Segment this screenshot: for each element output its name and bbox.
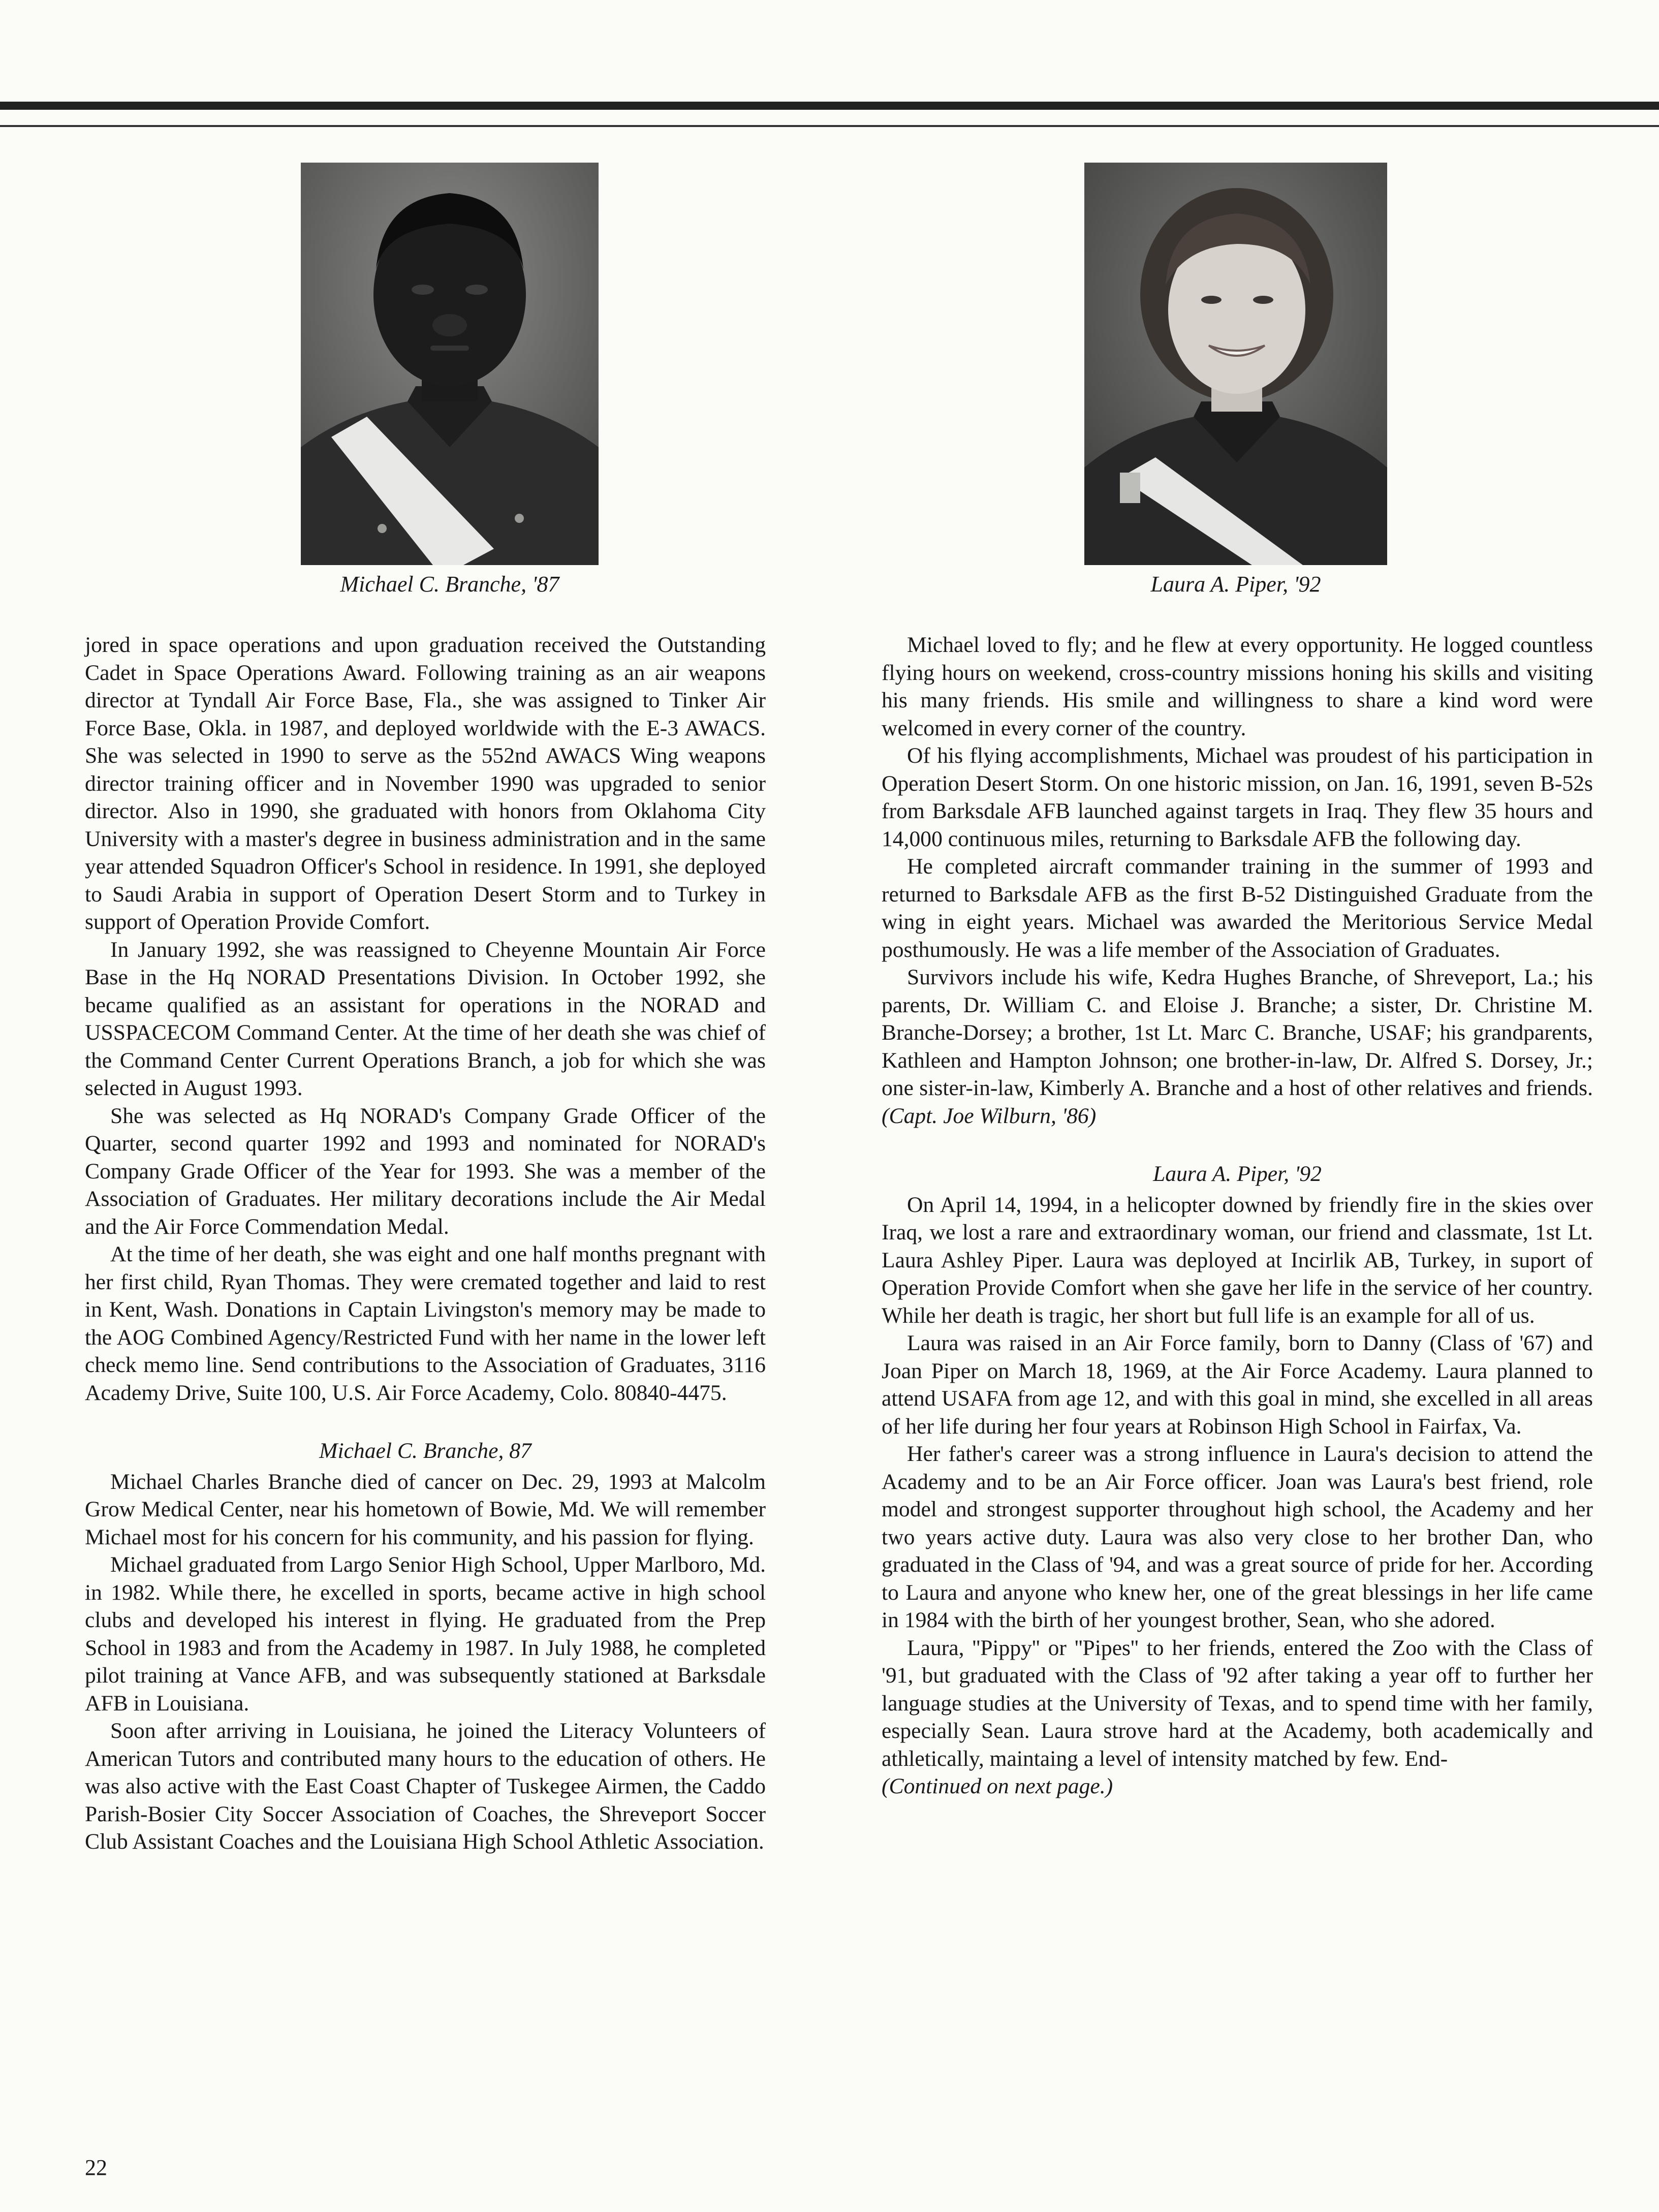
body-paragraph: Michael Charles Branche died of cancer on Dec. 29, 1993 at Malcolm Grow Medical Center, near his hometown of Bowie, Md. We will remember Michael most for his concern for his community, and his passion for flying. <box>85 1469 766 1549</box>
page-number: 22 <box>85 2155 107 2180</box>
header-rule-thick <box>0 102 1659 110</box>
body-paragraph: Her father's career was a strong influence in Laura's decision to attend the Academy and to be an Air Force officer. Joan was Laura's best friend, role model and strongest supporter throughout high school, the Academy and her two years active duty. Laura was also very close to her brother Dan, who graduated in the Class of '94, and was a great source of pride for her. According to Laura and anyone who knew her, one of the great blessings in her life came in 1984 with the birth of her youngest brother, Sean, who she adored. <box>882 1442 1593 1632</box>
body-paragraph: He completed aircraft commander training in the summer of 1993 and returned to Barksdale AFB as the first B-52 Distinguished Graduate from the wing in eight years. Michael was awarded the Meritorious Service Medal posthumously. He was a life member of the Association of Graduates. <box>882 854 1593 962</box>
survivors-paragraph <box>882 963 1593 1130</box>
body-paragraph: Of his flying accomplishments, Michael was proudest of his participation in Operation Desert Storm. On one historic mission, on Jan. 16, 1991, seven B-52s from Barksdale AFB launched against targets in Iraq. They flew 35 hours and 14,000 continuous miles, returning to Barksdale AFB the following day. <box>882 743 1593 851</box>
body-paragraph: On April 14, 1994, in a helicopter downed by friendly fire in the skies over Iraq, we lost a rare and extraordinary woman, our friend and classmate, 1st Lt. Laura Ashley Piper. Laura was deployed at Incirlik AB, Turkey, in suport of Operation Provide Comfort when she gave her life in the service of her country. While her death is tragic, her short but full life is an example for all of us. <box>882 1192 1593 1328</box>
article-column-left <box>85 631 766 1856</box>
author-credit: (Capt. Joe Wilburn, '86) <box>882 1103 1097 1128</box>
body-paragraph: Michael graduated from Largo Senior High School, Upper Marlboro, Md. in 1982. While there, he excelled in sports, became active in high school clubs and developed his interest in flying. He graduated from the Prep School in 1983 and from the Academy in 1987. In July 1988, he completed pilot training at Vance AFB, and was subsequently stationed at Barksdale AFB in Louisiana. <box>85 1552 766 1716</box>
body-paragraph: She was selected as Hq NORAD's Company Grade Officer of the Quarter, second quarter 1992 and 1993 and nominated for NORAD's Company Grade Officer of the Year for 1993. She was a member of the Association of Graduates. Her military decorations include the Air Medal and the Air Force Commendation Medal. <box>85 1103 766 1239</box>
obituary-heading-branche: Michael C. Branche, 87 <box>319 1439 531 1463</box>
body-paragraph: Soon after arriving in Louisiana, he joined the Literacy Volunteers of American Tutors and contributed many hours to the education of others. He was also active with the East Coast Chapter of Tuskegee Airmen, the Caddo Parish-Bosier City Soccer Association of Coaches, the Shreveport Soccer Club Assistant Coaches and the Louisiana High School Athletic Association. <box>85 1719 766 1854</box>
body-paragraph: Michael loved to fly; and he flew at every opportunity. He logged countless flying hours on weekend, cross-country missions honing his skills and visiting his many friends. His smile and willingness to share a kind word were welcomed in every corner of the country. <box>882 633 1593 740</box>
body-paragraph: jored in space operations and upon graduation received the Outstanding Cadet in Space Operations Award. Following training as an air weapons director at Tyndall Air Force Base, Fla., she was assigned to Tinker Air Force Base, Okla. in 1987, and deployed worldwide with the E-3 AWACS. She was selected in 1990 to serve as the 552nd AWACS Wing weapons director training officer and in November 1990 was upgraded to senior director. Also in 1990, she graduated with honors from Oklahoma City University with a master's degree in business administration and in the same year attended Squadron Officer's School in residence. In 1991, she deployed to Saudi Arabia in support of Operation Desert Storm and to Turkey in support of Operation Provide Comfort. <box>85 633 766 934</box>
obituary-heading-piper: Laura A. Piper, '92 <box>1153 1162 1322 1186</box>
body-paragraph: In January 1992, she was reassigned to Cheyenne Mountain Air Force Base in the Hq NORAD Presentations Division. In October 1992, she became qualified as an assistant for operations in the NORAD and USSPACECOM Command Center. At the time of her death she was chief of the Command Center Current Operations Branch, a job for which she was selected in August 1993. <box>85 937 766 1100</box>
body-paragraph: Laura, ''Pippy'' or ''Pipes'' to her friends, entered the Zoo with the Class of '91, but graduated with the Class of '92 after taking a year off to further her language studies at the University of Texas, and to spend time with her family, especially Sean. Laura strove hard at the Academy, both academically and athletically, maintaing a level of intensity matched by few. End- <box>882 1635 1593 1771</box>
body-paragraph: Laura was raised in an Air Force family, born to Danny (Class of '67) and Joan Piper on March 18, 1969, at the Air Force Academy. Laura planned to attend USAFA from age 12, and with this goal in mind, she excelled in all areas of her life during her four years at Robinson High School in Fairfax, Va. <box>882 1331 1593 1439</box>
survivors-text: Survivors include his wife, Kedra Hughes Branche, of Shreveport, La.; his parents, Dr. William C. and Eloise J. Branche; a sister, Dr. Christine M. Branche-Dorsey; a brother, 1st Lt. Marc C. Branche, USAF; his grandparents, Kathleen and Hampton Johnson; one brother-in-law, Dr. Alfred S. Dorsey, Jr.; one sister-in-law, Kimberly A. Branche and a host of other relatives and friends. <box>882 965 1593 1100</box>
portrait-photo-branche <box>301 163 599 565</box>
portrait-photo-piper <box>1084 163 1387 565</box>
header-rule-thin <box>0 125 1659 127</box>
photo-caption-branche: Michael C. Branche, '87 <box>340 572 559 597</box>
continued-note: (Continued on next page.) <box>882 1774 1113 1798</box>
article-column-right <box>882 631 1593 1800</box>
body-paragraph: At the time of her death, she was eight and one half months pregnant with her first child, Ryan Thomas. They were cremated together and laid to rest in Kent, Wash. Donations in Captain Livingston's memory may be made to the AOG Combined Agency/Restricted Fund with her name in the lower left check memo line. Send contributions to the Association of Graduates, 3116 Academy Drive, Suite 100, U.S. Air Force Academy, Colo. 80840-4475. <box>85 1242 766 1405</box>
photo-caption-piper: Laura A. Piper, '92 <box>1150 572 1321 597</box>
